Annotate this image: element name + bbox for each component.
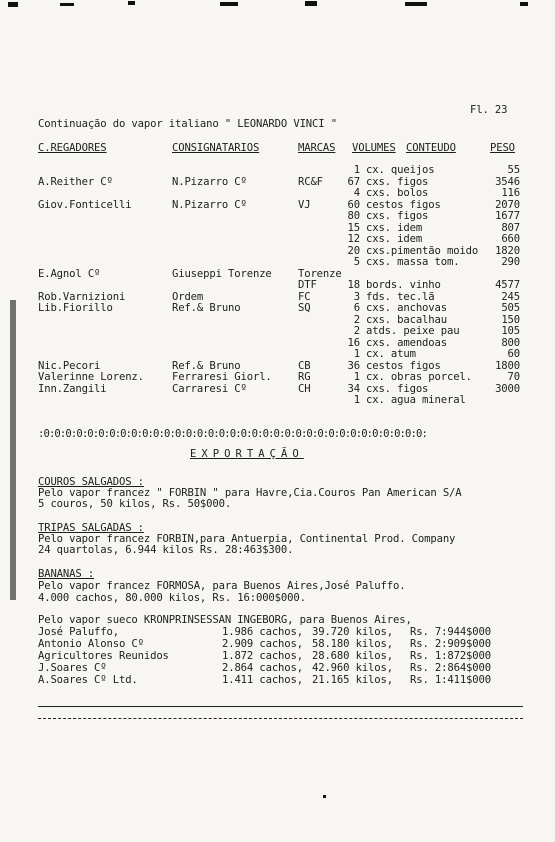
cachos-cell: 1.986 cachos, bbox=[222, 626, 303, 638]
volume-cell: 2 bbox=[353, 325, 360, 337]
bananas-intro: Pelo vapor sueco KRONPRINSESSAN INGEBORG, para Buenos Aires, bbox=[38, 614, 412, 626]
section-line: Pelo vapor francez FORBIN,para Antuerpia, Continental Prod. Company bbox=[38, 533, 456, 545]
conteudo-cell: fds. tec.lã bbox=[366, 291, 435, 303]
exporter-name-cell: Antonio Alonso Cº bbox=[38, 638, 144, 650]
peso-cell: 4577 bbox=[495, 279, 520, 291]
scan-speck bbox=[8, 2, 18, 7]
col-header-marcas: MARCAS bbox=[298, 142, 336, 154]
value-cell: Rs. 2:864$000 bbox=[410, 662, 491, 674]
conteudo-cell: cxs. figos bbox=[366, 210, 429, 222]
kilos-cell: 21.165 kilos, bbox=[312, 674, 393, 686]
carregador-cell: Giov.Fonticelli bbox=[38, 199, 132, 211]
page-title: Continuação do vapor italiano " LEONARDO VINCI " bbox=[38, 118, 337, 130]
kilos-cell: 42.960 kilos, bbox=[312, 662, 393, 674]
peso-cell: 1820 bbox=[495, 245, 520, 257]
volume-cell: 60 bbox=[347, 199, 360, 211]
marca-cell: Torenze bbox=[298, 268, 342, 280]
volume-cell: 15 bbox=[347, 222, 360, 234]
conteudo-cell: cx. queijos bbox=[366, 164, 435, 176]
section-heading-tripas: TRIPAS SALGADAS : bbox=[38, 522, 144, 534]
peso-cell: 60 bbox=[507, 348, 520, 360]
bottom-rule-dashed bbox=[38, 718, 523, 719]
peso-cell: 3546 bbox=[495, 176, 520, 188]
cachos-cell: 2.909 cachos, bbox=[222, 638, 303, 650]
volume-cell: 1 bbox=[353, 394, 360, 406]
peso-cell: 55 bbox=[507, 164, 520, 176]
conteudo-cell: cxs.pimentão moido bbox=[366, 245, 479, 257]
volume-cell: 18 bbox=[347, 279, 360, 291]
folio-number: Fl. 23 bbox=[470, 104, 508, 116]
volume-cell: 16 bbox=[347, 337, 360, 349]
volume-cell: 80 bbox=[347, 210, 360, 222]
volume-cell: 67 bbox=[347, 176, 360, 188]
separator-line: :0:0:0:0:0:0:0:0:0:0:0:0:0:0:0:0:0:0:0:0:0:0:0:0:0:0:0:0:0:0:0:0:0:0:0: bbox=[38, 428, 427, 440]
exporter-name-cell: J.Soares Cº bbox=[38, 662, 107, 674]
conteudo-cell: cx. atum bbox=[366, 348, 416, 360]
volume-cell: 1 bbox=[353, 371, 360, 383]
peso-cell: 505 bbox=[501, 302, 520, 314]
peso-cell: 116 bbox=[501, 187, 520, 199]
cachos-cell: 2.864 cachos, bbox=[222, 662, 303, 674]
conteudo-cell: cestos figos bbox=[366, 360, 441, 372]
volume-cell: 12 bbox=[347, 233, 360, 245]
consignatario-cell: Ref.& Bruno bbox=[172, 360, 241, 372]
col-header-volumes: VOLUMES bbox=[352, 142, 396, 154]
exporter-name-cell: A.Soares Cº Ltd. bbox=[38, 674, 138, 686]
bottom-rule bbox=[38, 706, 523, 707]
value-cell: Rs. 7:944$000 bbox=[410, 626, 491, 638]
cachos-cell: 1.411 cachos, bbox=[222, 674, 303, 686]
scan-speck bbox=[128, 1, 135, 5]
peso-cell: 800 bbox=[501, 337, 520, 349]
section-line: Pelo vapor francez FORMOSA, para Buenos Aires,José Paluffo. bbox=[38, 580, 406, 592]
peso-cell: 3000 bbox=[495, 383, 520, 395]
scan-speck bbox=[220, 2, 238, 6]
scan-speck bbox=[405, 2, 427, 6]
consignatario-cell: Ref.& Bruno bbox=[172, 302, 241, 314]
col-header-consignatarios: CONSIGNATARIOS bbox=[172, 142, 260, 154]
volume-cell: 6 bbox=[353, 302, 360, 314]
marca-cell: RG bbox=[298, 371, 311, 383]
peso-cell: 70 bbox=[507, 371, 520, 383]
marca-cell: CH bbox=[298, 383, 311, 395]
exporter-name-cell: José Paluffo, bbox=[38, 626, 119, 638]
marca-cell: CB bbox=[298, 360, 311, 372]
col-header-conteudo: CONTEUDO bbox=[406, 142, 456, 154]
consignatario-cell: Ferraresi Giorl. bbox=[172, 371, 272, 383]
value-cell: Rs. 1:872$000 bbox=[410, 650, 491, 662]
scan-speck bbox=[305, 1, 317, 6]
peso-cell: 660 bbox=[501, 233, 520, 245]
volume-cell: 20 bbox=[347, 245, 360, 257]
conteudo-cell: atds. peixe pau bbox=[366, 325, 460, 337]
col-header-carregadores: C.REGADORES bbox=[38, 142, 107, 154]
peso-cell: 150 bbox=[501, 314, 520, 326]
section-line: 24 quartolas, 6.944 kilos Rs. 28:463$300. bbox=[38, 544, 294, 556]
peso-cell: 245 bbox=[501, 291, 520, 303]
value-cell: Rs. 2:909$000 bbox=[410, 638, 491, 650]
cachos-cell: 1.872 cachos, bbox=[222, 650, 303, 662]
kilos-cell: 39.720 kilos, bbox=[312, 626, 393, 638]
carregador-cell: E.Agnol Cº bbox=[38, 268, 101, 280]
consignatario-cell: N.Pizarro Cº bbox=[172, 176, 247, 188]
kilos-cell: 28.680 kilos, bbox=[312, 650, 393, 662]
binding-shadow bbox=[10, 300, 16, 600]
marca-cell: FC bbox=[298, 291, 311, 303]
section-heading-bananas: BANANAS : bbox=[38, 568, 95, 580]
kilos-cell: 58.180 kilos, bbox=[312, 638, 393, 650]
consignatario-cell: N.Pizarro Cº bbox=[172, 199, 247, 211]
conteudo-cell: cx. obras porcel. bbox=[366, 371, 472, 383]
conteudo-cell: cxs. anchovas bbox=[366, 302, 447, 314]
volume-cell: 36 bbox=[347, 360, 360, 372]
volume-cell: 3 bbox=[353, 291, 360, 303]
marca-cell: SQ bbox=[298, 302, 311, 314]
conteudo-cell: cxs. bacalhau bbox=[366, 314, 447, 326]
conteudo-cell: cxs. massa tom. bbox=[366, 256, 460, 268]
peso-cell: 290 bbox=[501, 256, 520, 268]
carregador-cell: Rob.Varnizioni bbox=[38, 291, 126, 303]
volume-cell: 1 bbox=[353, 164, 360, 176]
peso-cell: 807 bbox=[501, 222, 520, 234]
conteudo-cell: cxs. idem bbox=[366, 222, 423, 234]
volume-cell: 4 bbox=[353, 187, 360, 199]
peso-cell: 105 bbox=[501, 325, 520, 337]
conteudo-cell: cxs. figos bbox=[366, 383, 429, 395]
conteudo-cell: cxs. amendoas bbox=[366, 337, 447, 349]
volume-cell: 5 bbox=[353, 256, 360, 268]
value-cell: Rs. 1:411$000 bbox=[410, 674, 491, 686]
consignatario-cell: Ordem bbox=[172, 291, 204, 303]
volume-cell: 34 bbox=[347, 383, 360, 395]
marca-cell: VJ bbox=[298, 199, 311, 211]
conteudo-cell: cxs. idem bbox=[366, 233, 423, 245]
peso-cell: 1677 bbox=[495, 210, 520, 222]
carregador-cell: Inn.Zangili bbox=[38, 383, 107, 395]
section-line: Pelo vapor francez " FORBIN " para Havre,Cia.Couros Pan American S/A bbox=[38, 487, 462, 499]
conteudo-cell: cxs. figos bbox=[366, 176, 429, 188]
consignatario-cell: Giuseppi Torenze bbox=[172, 268, 272, 280]
volume-cell: 2 bbox=[353, 314, 360, 326]
conteudo-cell: cx. agua mineral bbox=[366, 394, 466, 406]
section-heading-couros: COUROS SALGADOS : bbox=[38, 476, 144, 488]
section-line: 5 couros, 50 kilos, Rs. 50$000. bbox=[38, 498, 232, 510]
export-title: EXPORTAÇÃO bbox=[190, 448, 304, 460]
conteudo-cell: cestos figos bbox=[366, 199, 441, 211]
volume-cell: 1 bbox=[353, 348, 360, 360]
peso-cell: 2070 bbox=[495, 199, 520, 211]
consignatario-cell: Carraresi Cº bbox=[172, 383, 247, 395]
conteudo-cell: bords. vinho bbox=[366, 279, 441, 291]
marca-cell: RC&F bbox=[298, 176, 323, 188]
scan-speck bbox=[60, 3, 74, 6]
scan-speck bbox=[323, 795, 326, 798]
carregador-cell: A.Reither Cº bbox=[38, 176, 113, 188]
carregador-cell: Lib.Fiorillo bbox=[38, 302, 113, 314]
carregador-cell: Nic.Pecori bbox=[38, 360, 101, 372]
scan-speck bbox=[520, 2, 528, 6]
exporter-name-cell: Agricultores Reunidos bbox=[38, 650, 169, 662]
marca-cell: DTF bbox=[298, 279, 317, 291]
col-header-peso: PESO bbox=[490, 142, 515, 154]
carregador-cell: Valerinne Lorenz. bbox=[38, 371, 144, 383]
conteudo-cell: cxs. bolos bbox=[366, 187, 429, 199]
peso-cell: 1800 bbox=[495, 360, 520, 372]
section-line: 4.000 cachos, 80.000 kilos, Rs. 16:000$000. bbox=[38, 592, 306, 604]
